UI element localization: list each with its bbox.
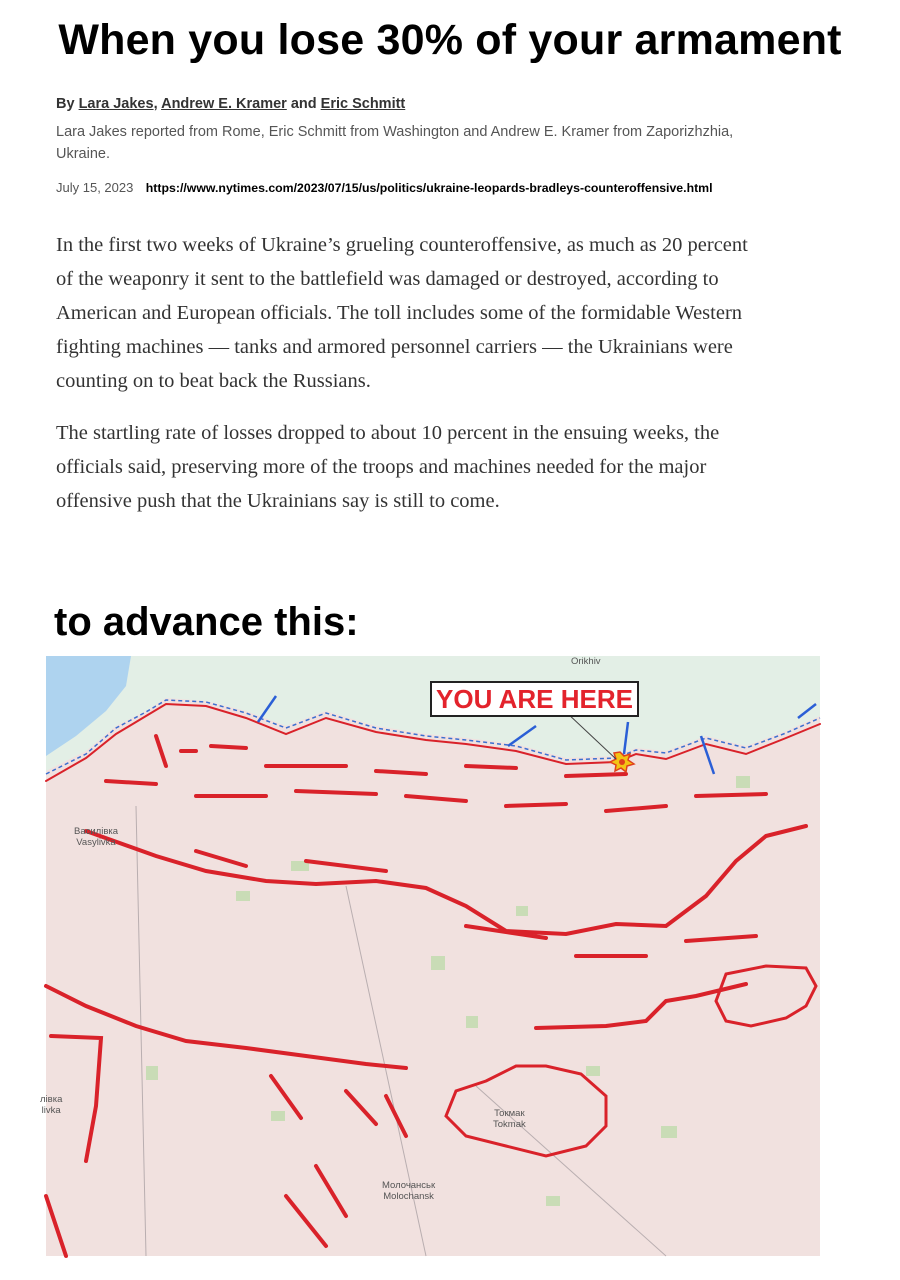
meme-subtitle: to advance this: <box>54 600 359 644</box>
label-latin: Molochansk <box>383 1191 434 1202</box>
field-patch <box>236 891 250 901</box>
article-paragraph: In the first two weeks of Ukraine’s grueling counteroffensive, as much as 20 percent of the weaponry it sent to the battlefield was damaged or destroyed, according to American and European officials. The toll includes some of the formidable Western fighting machines — tanks and armored personnel carriers — the Ukrainians were counting on to beat back the Russians. <box>56 234 748 392</box>
byline <box>56 96 405 112</box>
field-patch <box>466 1016 478 1028</box>
fortification-line <box>446 1066 606 1156</box>
label-latin: Tokmak <box>493 1119 526 1130</box>
fortification-line <box>106 781 766 811</box>
frontline-map <box>40 656 820 1256</box>
field-patch <box>431 956 445 970</box>
field-patch <box>736 776 750 788</box>
author-link-jakes[interactable]: Lara Jakes <box>78 96 154 112</box>
fortification-line <box>46 984 746 1068</box>
label-latin: Vasylivka <box>76 837 116 848</box>
label-latin: livka <box>41 1105 61 1116</box>
field-patch <box>146 1066 158 1080</box>
map-label-left-edge <box>40 1094 62 1116</box>
byline-prefix: By <box>56 96 75 112</box>
map-graphic <box>46 656 820 1256</box>
label-cyrillic: Молочанськ <box>382 1180 436 1191</box>
date-row <box>56 179 896 197</box>
dateline: Lara Jakes reported from Rome, Eric Schmitt from Washington and Andrew E. Kramer from Zaporizhzhia, Ukraine. <box>56 124 734 162</box>
attack-arrow <box>701 736 714 774</box>
fortification-line <box>196 851 756 956</box>
map-label-vasylivka <box>74 826 118 848</box>
field-patch <box>546 1196 560 1206</box>
field-patch <box>516 906 528 916</box>
author-link-schmitt[interactable]: Eric Schmitt <box>320 96 406 112</box>
byline-separator: , <box>153 96 158 112</box>
explosion-core <box>619 759 625 765</box>
you-are-here-callout: YOU ARE HERE <box>430 681 639 717</box>
map-label-orikhiv: Orikhiv <box>571 656 601 667</box>
byline-and: and <box>290 96 317 112</box>
label-cyrillic: Токмак <box>494 1108 525 1119</box>
article-paragraph: The startling rate of losses dropped to about 10 percent in the ensuing weeks, the officials said, preserving more of the troops and machines needed for the major offensive push that the Ukrainians say is still to come. <box>56 422 720 512</box>
fortification-line <box>86 826 806 934</box>
publish-date: July 15, 2023 <box>56 180 134 195</box>
label-cyrillic: Василівка <box>74 826 119 837</box>
field-patch <box>661 1126 677 1138</box>
meme-title: When you lose 30% of your armament <box>58 16 842 64</box>
article-url: https://www.nytimes.com/2023/07/15/us/politics/ukraine-leopards-bradleys-counteroffensive.html <box>145 181 713 195</box>
map-label-tokmak <box>493 1108 526 1130</box>
label-cyrillic: лівка <box>40 1094 63 1105</box>
fortification-line <box>716 966 816 1026</box>
map-label-molochansk <box>382 1180 435 1202</box>
fortification-lines <box>46 704 820 1256</box>
fortification-line <box>51 1036 406 1161</box>
field-patch <box>271 1111 285 1121</box>
article-body <box>56 228 756 536</box>
author-link-kramer[interactable]: Andrew E. Kramer <box>161 96 287 112</box>
field-patch <box>586 1066 600 1076</box>
fortification-line <box>46 1166 346 1256</box>
road <box>136 806 146 1256</box>
